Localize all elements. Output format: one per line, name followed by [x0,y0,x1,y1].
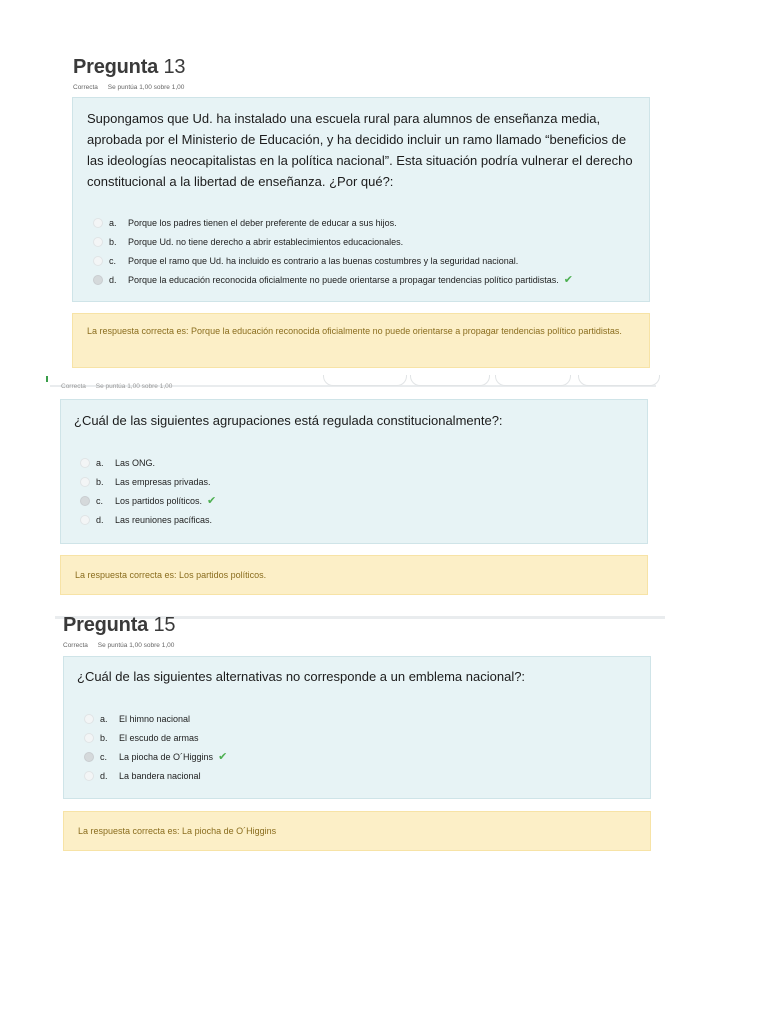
question-14-answers [80,453,216,529]
radio-button[interactable] [93,256,103,266]
radio-button-selected[interactable] [84,752,94,762]
option-letter: a. [109,217,117,228]
option-text: Porque Ud. no tiene derecho a abrir establecimientos educacionales. [128,236,404,247]
answer-option-d[interactable] [84,766,227,785]
answer-option-c[interactable] [93,251,573,270]
option-letter: d. [96,514,104,525]
option-text: Las empresas privadas. [115,476,211,487]
answer-option-a[interactable] [93,213,573,232]
question-15-text: ¿Cuál de las siguientes alternativas no corresponde a un emblema nacional?: [77,669,526,684]
option-letter: a. [96,457,104,468]
question-13-feedback [72,313,650,368]
radio-button-selected[interactable] [80,496,90,506]
nav-tab-stub [578,375,660,386]
answer-option-a[interactable] [84,709,227,728]
question-15-title [63,614,175,637]
option-text: El himno nacional [119,713,191,724]
question-14-text: ¿Cuál de las siguientes agrupaciones está regulada constitucionalmente?: [74,413,503,428]
option-letter: c. [100,751,108,762]
question-status: Correcta [63,642,88,649]
answer-option-d[interactable] [80,510,216,529]
question-status: Correcta [73,84,98,91]
option-text: Las reuniones pacíficas. [115,514,213,525]
answer-option-b[interactable] [84,728,227,747]
check-icon: ✔ [218,751,228,763]
radio-button[interactable] [80,477,90,487]
option-text: Los partidos políticos. [115,495,203,506]
option-text: La piocha de O´Higgins [119,751,214,762]
question-13-meta [73,84,185,91]
answer-option-b[interactable] [80,472,216,491]
option-text: Porque la educación reconocida oficialmente no puede orientarse a propagar tendencias político partidistas. [128,274,559,285]
radio-button[interactable] [84,771,94,781]
question-13-answers [93,213,573,289]
question-score: Se puntúa 1,00 sobre 1,00 [107,84,185,91]
seam-mark [46,376,48,382]
option-letter: d. [100,770,108,781]
radio-button[interactable] [84,714,94,724]
nav-tab-stub [495,375,571,386]
option-text: Las ONG. [115,457,156,468]
answer-option-a[interactable] [80,453,216,472]
option-letter: b. [109,236,117,247]
question-status: Correcta [61,383,86,390]
question-label: Pregunta [63,614,149,636]
answer-option-c[interactable] [84,747,227,766]
question-14-box [60,399,648,544]
question-14-feedback [60,555,648,595]
option-text: Porque los padres tienen el deber preferente de educar a sus hijos. [128,217,397,228]
question-14-meta [61,383,172,390]
answer-option-c[interactable] [80,491,216,510]
radio-button[interactable] [93,218,103,228]
question-13-title [73,56,185,79]
radio-button-selected[interactable] [93,275,103,285]
question-13-header [73,56,185,91]
answer-option-b[interactable] [93,232,573,251]
option-letter: b. [100,732,108,743]
option-letter: c. [109,255,117,266]
nav-tab-stub [323,375,407,386]
nav-tab-stub [410,375,490,386]
check-icon: ✔ [207,495,217,507]
feedback-text: La respuesta correcta es: Porque la educación reconocida oficialmente no puede orientarse a propagar tendencias político partidistas. [87,326,622,336]
question-score: Se puntúa 1,00 sobre 1,00 [95,383,173,390]
question-number: 15 [153,614,176,636]
question-score: Se puntúa 1,00 sobre 1,00 [97,642,175,649]
option-text: La bandera nacional [119,770,201,781]
radio-button[interactable] [93,237,103,247]
option-letter: a. [100,713,108,724]
question-13-text: Supongamos que Ud. ha instalado una escuela rural para alumnos de enseñanza media, aprobada por el Ministerio de Educación, y ha decidido incluir un ramo llamado “beneficios de las ideologías neocapitalistas en la política nacional”. Esta situación podría vulnerar el derecho constitucional a la libertad de enseñanza. ¿Por qué?: [87,111,633,189]
option-letter: d. [109,274,117,285]
feedback-text: La respuesta correcta es: Los partidos políticos. [75,570,267,580]
radio-button[interactable] [84,733,94,743]
question-13-box [72,97,650,302]
question-15-meta [63,642,175,649]
option-letter: c. [96,495,104,506]
answer-option-d[interactable] [93,270,573,289]
question-15-box [63,656,651,799]
question-15-header [63,614,175,649]
question-number: 13 [163,56,186,78]
question-15-answers [84,709,227,785]
check-icon: ✔ [563,274,573,286]
radio-button[interactable] [80,515,90,525]
radio-button[interactable] [80,458,90,468]
option-text: El escudo de armas [119,732,199,743]
question-label: Pregunta [73,56,159,78]
feedback-text: La respuesta correcta es: La piocha de O´Higgins [78,826,277,836]
option-text: Porque el ramo que Ud. ha incluido es contrario a las buenas costumbres y la seguridad nacional. [128,255,519,266]
question-15-feedback [63,811,651,851]
option-letter: b. [96,476,104,487]
